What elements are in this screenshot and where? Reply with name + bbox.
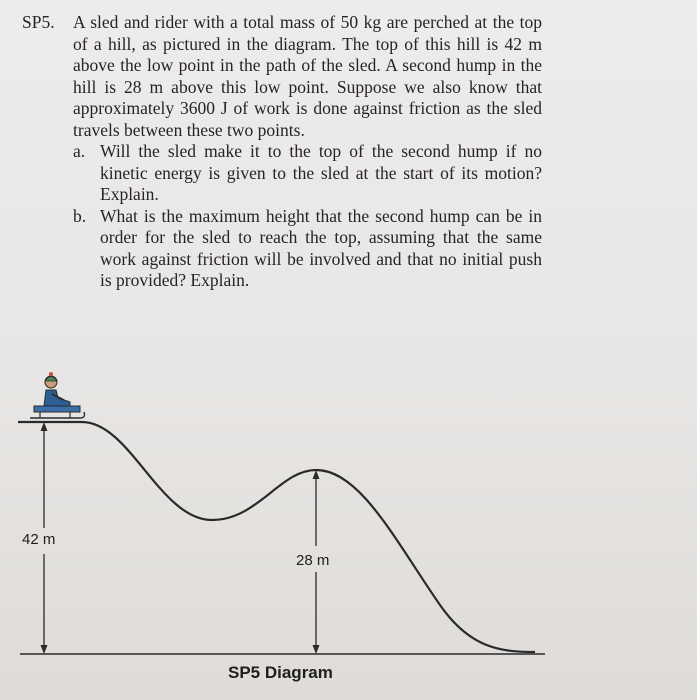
height-label-42m: 42 m (22, 531, 56, 548)
part-a-text: Will the sled make it to the top of the second hump if no kinetic energy is given to the sled at the start of its motion? Explain. (100, 141, 542, 204)
part-b (73, 206, 542, 292)
hill-curve (18, 422, 535, 652)
sp5-diagram (0, 360, 697, 700)
part-b-text: What is the maximum height that the second hump can be in order for the sled to reach the top, assuming that the same work against friction will be involved and that no initial push is provided? Explain. (100, 205, 542, 290)
problem-sp5 (22, 12, 542, 292)
height-label-28m: 28 m (296, 552, 330, 569)
problem-stem: A sled and rider with a total mass of 50 kg are perched at the top of a hill, as pictured in the diagram. The top of this hill is 42 m above the low point in the path of the sled. A second hump in the hill is 28 m above this low point. Suppose we also know that approximately 3600 J of work is done against friction as the sled travels between these two points. (73, 12, 542, 140)
part-a (73, 141, 542, 206)
diagram-caption: SP5 Diagram (228, 663, 333, 682)
part-b-letter: b. (73, 205, 87, 226)
sled-rider-icon (30, 372, 85, 418)
problem-label: SP5. (22, 12, 55, 32)
part-a-letter: a. (73, 141, 86, 161)
